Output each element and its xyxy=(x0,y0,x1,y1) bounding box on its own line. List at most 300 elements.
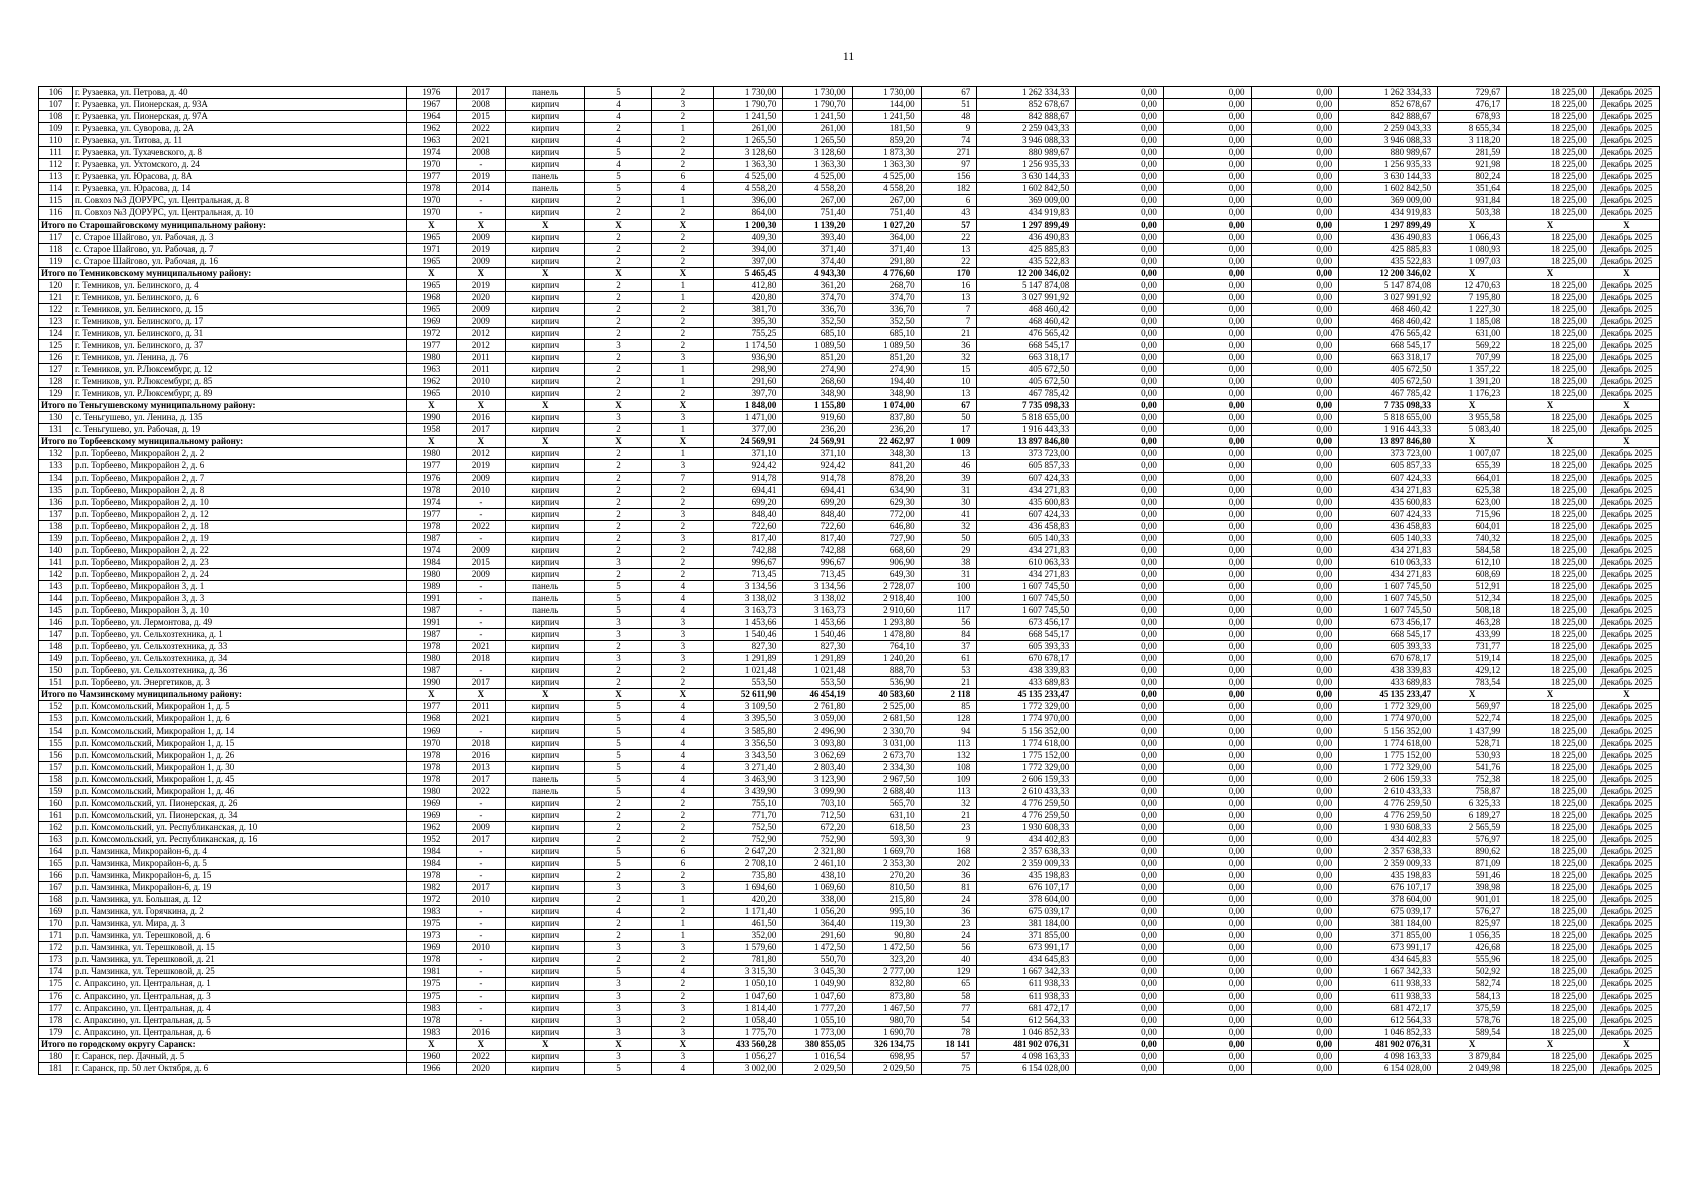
table-cell: 1 297 899,49 xyxy=(977,219,1076,231)
row-number-cell: 118 xyxy=(39,243,73,255)
table-cell: 1 607 745,50 xyxy=(1339,605,1438,617)
table-cell: 685,10 xyxy=(852,327,921,339)
table-cell: 18 225,00 xyxy=(1507,737,1594,749)
table-cell: 2 xyxy=(585,207,652,219)
table-cell: 1962 xyxy=(407,376,456,388)
table-cell: 18 225,00 xyxy=(1507,858,1594,870)
table-cell: 1 066,43 xyxy=(1438,231,1507,243)
table-cell: 673 991,17 xyxy=(977,942,1076,954)
table-cell: 3 xyxy=(652,532,714,544)
table-cell: 0,00 xyxy=(1163,894,1251,906)
table-cell: 215,80 xyxy=(852,894,921,906)
table-cell: 405 672,50 xyxy=(1339,376,1438,388)
table-cell: 2017 xyxy=(456,87,505,99)
table-cell: 3 163,73 xyxy=(714,605,783,617)
table-cell: 2019 xyxy=(456,171,505,183)
row-number-cell: 127 xyxy=(39,364,73,376)
table-cell: 0,00 xyxy=(1076,918,1164,930)
table-cell: 703,10 xyxy=(783,797,852,809)
table-cell: 0,00 xyxy=(1163,339,1251,351)
table-cell: 4 xyxy=(652,605,714,617)
table-cell: 348,90 xyxy=(783,388,852,400)
table-row xyxy=(39,1026,1660,1038)
table-cell: 555,96 xyxy=(1438,954,1507,966)
table-cell: 2 353,30 xyxy=(852,858,921,870)
table-cell: 1 453,66 xyxy=(714,617,783,629)
table-cell: 771,70 xyxy=(714,809,783,821)
table-cell: 1 540,46 xyxy=(714,629,783,641)
table-cell: 0,00 xyxy=(1163,821,1251,833)
table-cell: 996,67 xyxy=(783,556,852,568)
table-cell: 2 xyxy=(585,243,652,255)
table-cell: 1 297 899,49 xyxy=(1339,219,1438,231)
table-cell: 2 xyxy=(652,833,714,845)
table-cell: X xyxy=(1507,267,1594,279)
table-cell: 0,00 xyxy=(1163,123,1251,135)
table-cell: 1974 xyxy=(407,147,456,159)
table-cell: 611 938,33 xyxy=(977,990,1076,1002)
table-cell: кирпич xyxy=(506,749,585,761)
table-cell: 924,42 xyxy=(714,460,783,472)
table-cell: кирпич xyxy=(506,532,585,544)
address-cell: г. Рузаевка, ул. Петрова, д. 40 xyxy=(73,87,407,99)
table-cell: 4 xyxy=(585,906,652,918)
table-cell: 1 775 152,00 xyxy=(1339,749,1438,761)
table-cell: Декабрь 2025 xyxy=(1593,87,1659,99)
table-cell: 0,00 xyxy=(1076,267,1164,279)
table-cell: 1 607 745,50 xyxy=(1339,592,1438,604)
table-cell: 396,00 xyxy=(714,195,783,207)
table-cell: кирпич xyxy=(506,665,585,677)
table-cell: 100 xyxy=(921,592,977,604)
table-cell: 827,30 xyxy=(783,641,852,653)
table-cell: 1978 xyxy=(407,773,456,785)
table-cell: 2019 xyxy=(456,460,505,472)
table-cell: 378 604,00 xyxy=(977,894,1076,906)
table-cell: 611 938,33 xyxy=(1339,990,1438,1002)
table-cell: 1990 xyxy=(407,412,456,424)
table-cell: 2009 xyxy=(456,303,505,315)
table-cell: 2 xyxy=(585,520,652,532)
table-cell: 0,00 xyxy=(1076,159,1164,171)
table-cell: 1968 xyxy=(407,713,456,725)
table-cell: 434 271,83 xyxy=(1339,544,1438,556)
table-row xyxy=(39,592,1660,604)
address-cell: г. Рузаевка, ул. Суворова, д. 2А xyxy=(73,123,407,135)
address-cell: р.п. Комсомольский, Микрорайон 1, д. 26 xyxy=(73,749,407,761)
table-row xyxy=(39,737,1660,749)
table-row xyxy=(39,147,1660,159)
row-number-cell: 154 xyxy=(39,725,73,737)
table-cell: X xyxy=(1507,689,1594,701)
subtotal-label: Итого по Торбеевскому муниципальному району: xyxy=(39,436,407,448)
table-cell: 1 607 745,50 xyxy=(977,580,1076,592)
table-cell: 433,99 xyxy=(1438,629,1507,641)
table-cell: 74 xyxy=(921,135,977,147)
table-cell: 2 xyxy=(652,568,714,580)
table-cell: 1963 xyxy=(407,364,456,376)
table-cell: 3 946 088,33 xyxy=(977,135,1076,147)
table-cell: Декабрь 2025 xyxy=(1593,809,1659,821)
table-cell: 576,27 xyxy=(1438,906,1507,918)
table-cell: 10 xyxy=(921,376,977,388)
table-cell: 4 xyxy=(652,749,714,761)
table-cell: 348,90 xyxy=(852,388,921,400)
row-number-cell: 124 xyxy=(39,327,73,339)
table-cell: Декабрь 2025 xyxy=(1593,870,1659,882)
table-cell: 270,20 xyxy=(852,870,921,882)
table-cell: 681 472,17 xyxy=(1339,1002,1438,1014)
table-cell: 1983 xyxy=(407,1002,456,1014)
table-cell: 52 611,90 xyxy=(714,689,783,701)
table-cell: Декабрь 2025 xyxy=(1593,147,1659,159)
table-cell: 468 460,42 xyxy=(977,303,1076,315)
table-cell: 18 225,00 xyxy=(1507,1014,1594,1026)
table-cell: 4 943,30 xyxy=(783,267,852,279)
table-cell: 2 029,50 xyxy=(852,1062,921,1074)
table-cell: 2 918,40 xyxy=(852,592,921,604)
table-cell: 589,54 xyxy=(1438,1026,1507,1038)
table-cell: 236,20 xyxy=(783,424,852,436)
table-cell: Декабрь 2025 xyxy=(1593,556,1659,568)
table-cell: 36 xyxy=(921,339,977,351)
table-cell: 995,10 xyxy=(852,906,921,918)
table-cell: 0,00 xyxy=(1076,291,1164,303)
table-cell: 2 xyxy=(652,87,714,99)
table-cell: 0,00 xyxy=(1076,605,1164,617)
table-cell: 1 774 970,00 xyxy=(1339,713,1438,725)
table-cell: 2022 xyxy=(456,520,505,532)
table-cell: 5 xyxy=(585,966,652,978)
row-number-cell: 133 xyxy=(39,460,73,472)
table-cell: 1963 xyxy=(407,135,456,147)
table-cell: 2016 xyxy=(456,412,505,424)
table-cell: 3 xyxy=(585,1014,652,1026)
table-cell: 18 225,00 xyxy=(1507,809,1594,821)
table-cell: 1982 xyxy=(407,882,456,894)
table-cell: 371,10 xyxy=(714,448,783,460)
table-cell: 18 225,00 xyxy=(1507,906,1594,918)
table-cell: 1 174,50 xyxy=(714,339,783,351)
table-cell: 2 xyxy=(585,809,652,821)
table-cell: 1 773,00 xyxy=(783,1026,852,1038)
table-cell: 5 xyxy=(585,761,652,773)
table-cell: 2010 xyxy=(456,942,505,954)
table-cell: 832,80 xyxy=(852,978,921,990)
table-cell: 18 225,00 xyxy=(1507,291,1594,303)
address-cell: р.п. Комсомольский, Микрорайон 1, д. 45 xyxy=(73,773,407,785)
row-number-cell: 156 xyxy=(39,749,73,761)
row-number-cell: 181 xyxy=(39,1062,73,1074)
table-cell: 1 391,20 xyxy=(1438,376,1507,388)
table-cell: 352,50 xyxy=(783,315,852,327)
table-row xyxy=(39,918,1660,930)
table-cell: 668 545,17 xyxy=(977,339,1076,351)
table-cell: Декабрь 2025 xyxy=(1593,833,1659,845)
address-cell: г. Темников, ул. Р.Люксембург, д. 89 xyxy=(73,388,407,400)
table-cell: - xyxy=(456,1014,505,1026)
table-cell: 361,20 xyxy=(783,279,852,291)
table-cell: 1 607 745,50 xyxy=(977,605,1076,617)
table-cell: 2 xyxy=(585,821,652,833)
table-row xyxy=(39,388,1660,400)
address-cell: р.п. Торбеево, Микрорайон 3, д. 10 xyxy=(73,605,407,617)
table-cell: 0,00 xyxy=(1251,243,1339,255)
table-cell: 0,00 xyxy=(1163,207,1251,219)
table-cell: 2 xyxy=(652,147,714,159)
table-cell: 1 730,00 xyxy=(852,87,921,99)
table-cell: 463,28 xyxy=(1438,617,1507,629)
table-cell: 100 xyxy=(921,580,977,592)
table-cell: 1 814,40 xyxy=(714,1002,783,1014)
table-cell: 369 009,00 xyxy=(977,195,1076,207)
table-cell: 78 xyxy=(921,1026,977,1038)
table-row xyxy=(39,255,1660,267)
table-cell: 4 xyxy=(652,761,714,773)
table-cell: 18 225,00 xyxy=(1507,882,1594,894)
row-number-cell: 160 xyxy=(39,797,73,809)
table-cell: 45 135 233,47 xyxy=(977,689,1076,701)
table-cell: X xyxy=(407,689,456,701)
table-cell: 467 785,42 xyxy=(1339,388,1438,400)
table-cell: кирпич xyxy=(506,508,585,520)
table-cell: 3 630 144,33 xyxy=(977,171,1076,183)
address-cell: р.п. Комсомольский, Микрорайон 1, д. 6 xyxy=(73,713,407,725)
table-cell: 2 330,70 xyxy=(852,725,921,737)
table-cell: кирпич xyxy=(506,845,585,857)
table-cell: 1978 xyxy=(407,484,456,496)
table-cell: 0,00 xyxy=(1076,641,1164,653)
table-cell: 0,00 xyxy=(1251,135,1339,147)
table-cell: 1 291,89 xyxy=(714,653,783,665)
table-row xyxy=(39,291,1660,303)
table-cell: 3 xyxy=(652,629,714,641)
table-cell: 2 xyxy=(585,472,652,484)
table-cell: 1 916 443,33 xyxy=(1339,424,1438,436)
table-cell: 550,70 xyxy=(783,954,852,966)
table-cell: X xyxy=(652,219,714,231)
table-cell: 1 069,60 xyxy=(783,882,852,894)
table-cell: 3 138,02 xyxy=(714,592,783,604)
housing-table-wrapper xyxy=(38,86,1660,1075)
table-cell: 1 089,50 xyxy=(852,339,921,351)
table-row xyxy=(39,906,1660,918)
table-cell: 842 888,67 xyxy=(977,111,1076,123)
table-cell: Декабрь 2025 xyxy=(1593,1014,1659,1026)
table-cell: 0,00 xyxy=(1251,713,1339,725)
table-cell: 1970 xyxy=(407,159,456,171)
table-cell: 0,00 xyxy=(1163,845,1251,857)
table-cell: 1978 xyxy=(407,520,456,532)
table-cell: 2018 xyxy=(456,653,505,665)
table-cell: 434 919,83 xyxy=(977,207,1076,219)
table-cell: X xyxy=(585,219,652,231)
table-cell: 4 xyxy=(652,966,714,978)
table-cell: 2 xyxy=(652,797,714,809)
table-cell: 2008 xyxy=(456,99,505,111)
row-number-cell: 138 xyxy=(39,520,73,532)
table-cell: 2 xyxy=(652,339,714,351)
table-cell: 13 897 846,80 xyxy=(977,436,1076,448)
table-cell: 6 xyxy=(652,858,714,870)
table-row xyxy=(39,942,1660,954)
table-cell: Декабрь 2025 xyxy=(1593,279,1659,291)
table-cell: 569,22 xyxy=(1438,339,1507,351)
table-cell: кирпич xyxy=(506,894,585,906)
table-cell: - xyxy=(456,978,505,990)
table-row xyxy=(39,159,1660,171)
table-cell: Декабрь 2025 xyxy=(1593,761,1659,773)
table-cell: 3 123,90 xyxy=(783,773,852,785)
table-cell: 1 058,40 xyxy=(714,1014,783,1026)
row-number-cell: 117 xyxy=(39,231,73,243)
table-cell: 0,00 xyxy=(1076,352,1164,364)
table-cell: 0,00 xyxy=(1251,966,1339,978)
table-cell: 371,40 xyxy=(852,243,921,255)
table-cell: 1 472,50 xyxy=(852,942,921,954)
table-cell: 591,46 xyxy=(1438,870,1507,882)
table-cell: 0,00 xyxy=(1076,279,1164,291)
table-cell: 1 667 342,33 xyxy=(1339,966,1438,978)
table-cell: - xyxy=(456,966,505,978)
table-cell: 2 761,80 xyxy=(783,701,852,713)
table-cell: 2009 xyxy=(456,315,505,327)
table-cell: 16 xyxy=(921,279,977,291)
table-cell: 713,45 xyxy=(783,568,852,580)
table-cell: панель xyxy=(506,785,585,797)
table-cell: 6 xyxy=(921,195,977,207)
table-cell: Декабрь 2025 xyxy=(1593,665,1659,677)
table-cell: 24 569,91 xyxy=(714,436,783,448)
table-cell: 1 772 329,00 xyxy=(977,761,1076,773)
table-cell: X xyxy=(1593,1038,1659,1050)
table-cell: 1 667 342,33 xyxy=(977,966,1076,978)
table-cell: 1 046 852,33 xyxy=(977,1026,1076,1038)
table-cell: 1 453,66 xyxy=(783,617,852,629)
table-cell: 31 xyxy=(921,484,977,496)
table-cell: 268,60 xyxy=(783,376,852,388)
address-cell: г. Темников, ул. Белинского, д. 6 xyxy=(73,291,407,303)
table-row xyxy=(39,508,1660,520)
table-cell: 41 xyxy=(921,508,977,520)
table-cell: кирпич xyxy=(506,942,585,954)
row-number-cell: 143 xyxy=(39,580,73,592)
table-cell: 6 325,33 xyxy=(1438,797,1507,809)
table-cell: - xyxy=(456,605,505,617)
table-cell: 0,00 xyxy=(1251,183,1339,195)
table-row xyxy=(39,424,1660,436)
table-cell: 18 225,00 xyxy=(1507,315,1594,327)
table-cell: 1 050,10 xyxy=(714,978,783,990)
table-cell: 742,88 xyxy=(783,544,852,556)
table-cell: 1965 xyxy=(407,255,456,267)
table-cell: 18 141 xyxy=(921,1038,977,1050)
table-cell: кирпич xyxy=(506,339,585,351)
table-cell: 4 776 259,50 xyxy=(977,809,1076,821)
table-cell: 1 046 852,33 xyxy=(1339,1026,1438,1038)
table-cell: 0,00 xyxy=(1251,737,1339,749)
table-cell: кирпич xyxy=(506,1062,585,1074)
table-cell: 18 225,00 xyxy=(1507,460,1594,472)
table-cell: 3 xyxy=(652,352,714,364)
table-cell: X xyxy=(1593,219,1659,231)
table-cell: 727,90 xyxy=(852,532,921,544)
address-cell: г. Саранск, пр. 50 лет Октября, д. 6 xyxy=(73,1062,407,1074)
table-cell: 0,00 xyxy=(1163,147,1251,159)
row-number-cell: 176 xyxy=(39,990,73,1002)
table-row xyxy=(39,978,1660,990)
table-cell: 18 225,00 xyxy=(1507,111,1594,123)
table-cell: 23 xyxy=(921,918,977,930)
table-cell: 2 708,10 xyxy=(714,858,783,870)
address-cell: р.п. Чамзинка, ул. Терешковой, д. 15 xyxy=(73,942,407,954)
table-row xyxy=(39,761,1660,773)
table-cell: 0,00 xyxy=(1163,111,1251,123)
table-cell: 3 xyxy=(585,629,652,641)
table-row xyxy=(39,605,1660,617)
table-cell: 631,00 xyxy=(1438,327,1507,339)
table-cell: 77 xyxy=(921,1002,977,1014)
table-cell: 0,00 xyxy=(1076,243,1164,255)
table-cell: 1 009 xyxy=(921,436,977,448)
subtotal-label: Итого по Теньгушевскому муниципальному району: xyxy=(39,400,407,412)
table-cell: 1 xyxy=(652,364,714,376)
table-cell: 1 602 842,50 xyxy=(977,183,1076,195)
table-row xyxy=(39,894,1660,906)
row-number-cell: 114 xyxy=(39,183,73,195)
row-number-cell: 165 xyxy=(39,858,73,870)
table-cell: 1 256 935,33 xyxy=(1339,159,1438,171)
table-cell: 924,42 xyxy=(783,460,852,472)
table-cell: 1971 xyxy=(407,243,456,255)
table-cell: 0,00 xyxy=(1251,1002,1339,1014)
table-cell: 1960 xyxy=(407,1050,456,1062)
table-cell: 3 045,30 xyxy=(783,966,852,978)
table-cell: 30 xyxy=(921,496,977,508)
table-cell: 4 xyxy=(652,773,714,785)
table-row xyxy=(39,364,1660,376)
table-cell: 2 606 159,33 xyxy=(977,773,1076,785)
row-number-cell: 130 xyxy=(39,412,73,424)
table-row xyxy=(39,677,1660,689)
table-cell: 593,30 xyxy=(852,833,921,845)
address-cell: с. Апраксино, ул. Центральная, д. 4 xyxy=(73,1002,407,1014)
address-cell: р.п. Торбеево, ул. Лермонтова, д. 49 xyxy=(73,617,407,629)
table-cell: 751,40 xyxy=(783,207,852,219)
table-cell: 0,00 xyxy=(1251,629,1339,641)
table-cell: 1 xyxy=(652,195,714,207)
table-cell: 605 857,33 xyxy=(1339,460,1438,472)
table-cell: 0,00 xyxy=(1251,701,1339,713)
table-cell: Декабрь 2025 xyxy=(1593,315,1659,327)
row-number-cell: 140 xyxy=(39,544,73,556)
table-cell: 18 225,00 xyxy=(1507,364,1594,376)
table-cell: 3 463,90 xyxy=(714,773,783,785)
table-cell: 0,00 xyxy=(1251,291,1339,303)
table-cell: 0,00 xyxy=(1163,785,1251,797)
table-cell: 0,00 xyxy=(1163,520,1251,532)
table-cell: 901,01 xyxy=(1438,894,1507,906)
table-cell: 132 xyxy=(921,749,977,761)
table-cell: - xyxy=(456,930,505,942)
table-cell: 2022 xyxy=(456,123,505,135)
row-number-cell: 177 xyxy=(39,1002,73,1014)
table-cell: 4 xyxy=(652,592,714,604)
table-cell: 0,00 xyxy=(1076,725,1164,737)
table-cell: кирпич xyxy=(506,906,585,918)
table-cell: Декабрь 2025 xyxy=(1593,231,1659,243)
table-cell: 375,59 xyxy=(1438,1002,1507,1014)
